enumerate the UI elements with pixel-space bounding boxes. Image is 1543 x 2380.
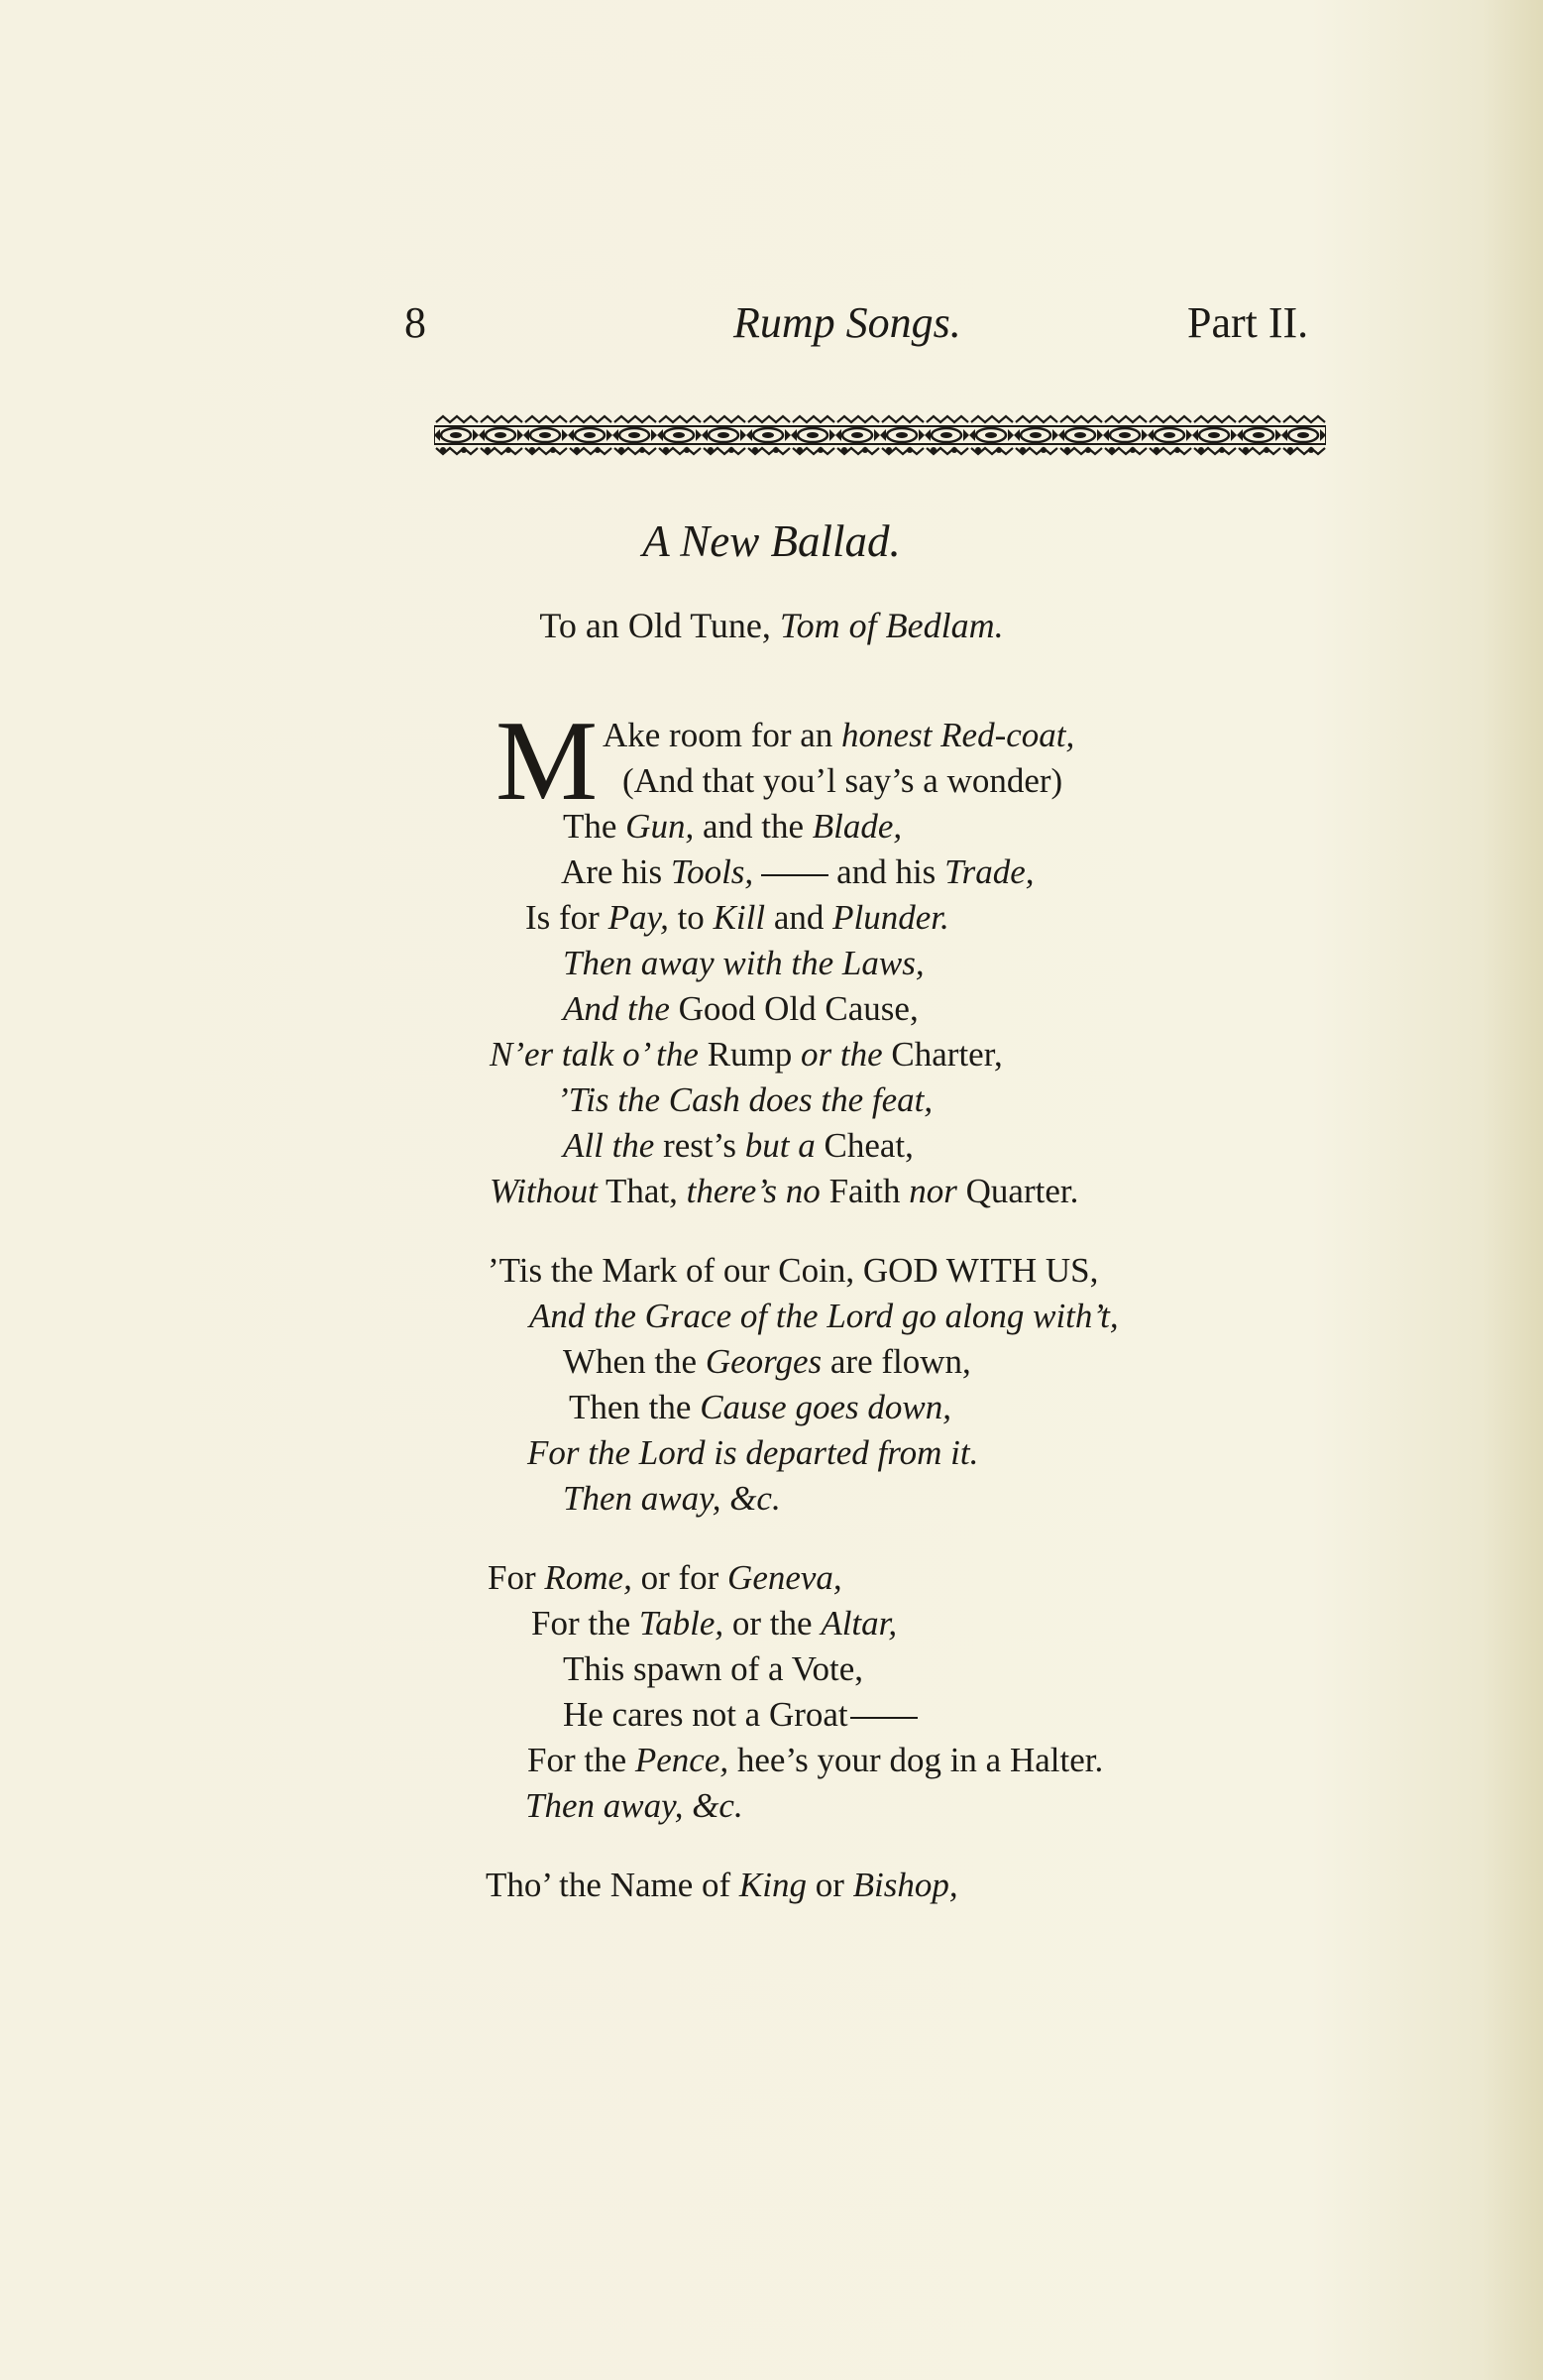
verse-line: Are his Tools, and his Trade, [561,852,1035,891]
verse-line: N’er talk o’ the Rump or the Charter, [490,1035,1003,1074]
verse-line: (And that you’l say’s a wonder) [622,761,1063,800]
verse-line: This spawn of a Vote, [563,1649,863,1688]
verse-line: And the Good Old Cause, [563,989,919,1028]
em-dash [761,874,828,876]
verse-line: The Gun, and the Blade, [563,807,903,846]
page-number: 8 [404,298,426,347]
verse-line: All the rest’s but a Cheat, [563,1126,914,1165]
verse-line: He cares not a Groat [563,1695,918,1735]
verse-line: Is for Pay, to Kill and Plunder. [525,898,949,937]
verse-line: Then away, &c. [563,1479,781,1518]
verse-line: Ake room for an honest Red-coat, [603,716,1075,754]
verse-line: For the Lord is departed from it. [527,1433,979,1472]
verse-line: When the Georges are flown, [563,1342,971,1381]
verse-line: And the Grace of the Lord go along with’t, [529,1297,1119,1335]
running-title: Rump Songs. [733,298,961,347]
verse-line: Then away with the Laws, [563,944,925,982]
verse-line: Tho’ the Name of King or Bishop, [486,1866,958,1904]
verse-line: Then away, &c. [525,1786,743,1825]
verse-line: ’Tis the Mark of our Coin, GOD WITH US, [488,1251,1099,1290]
ornament-band [434,414,1326,456]
verse-line: For the Table, or the Altar, [531,1604,898,1643]
em-dash [850,1717,918,1719]
drop-cap: M [496,698,599,825]
part-label: Part II. [1187,298,1309,347]
tune-line: To an Old Tune, Tom of Bedlam. [539,606,1004,645]
verse-line: Then the Cause goes down, [569,1388,951,1426]
verse-line: Without That, there’s no Faith nor Quarter. [490,1172,1079,1210]
verse-line: For Rome, or for Geneva, [488,1558,842,1597]
verse-line: ’Tis the Cash does the feat, [557,1080,934,1119]
verse-line: For the Pence, hee’s your dog in a Halter. [527,1741,1104,1779]
ballad-title: A New Ballad. [642,516,901,566]
